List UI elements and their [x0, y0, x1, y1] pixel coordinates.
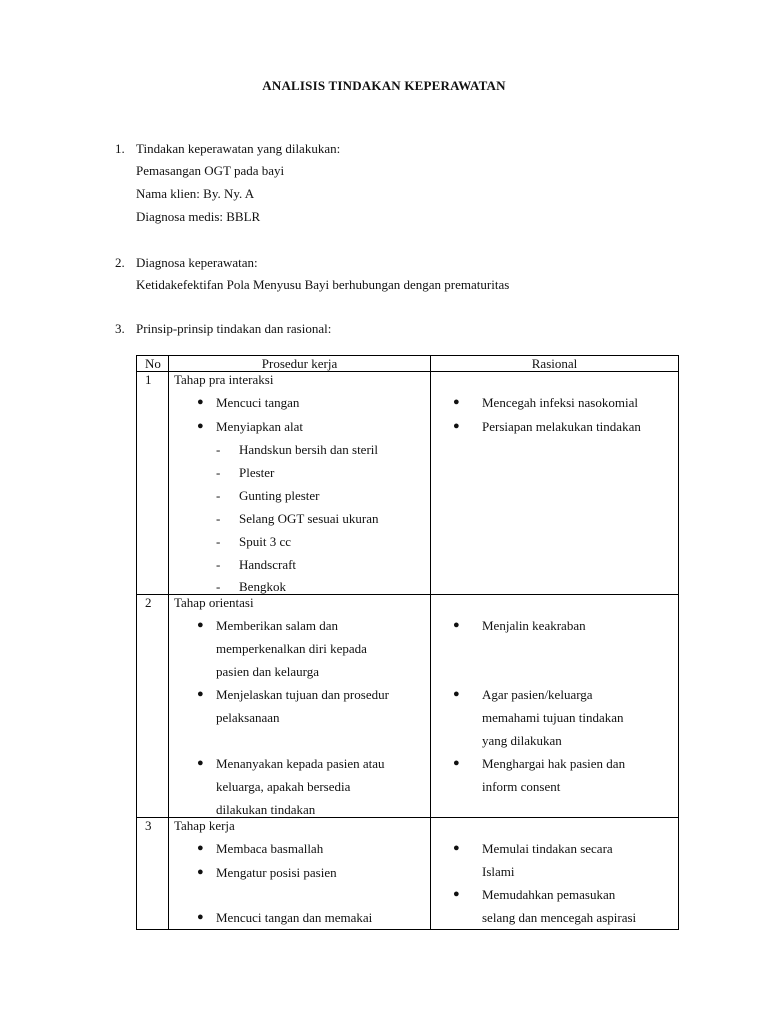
- bullet-icon: ●: [197, 842, 204, 854]
- bullet-icon: ●: [197, 619, 204, 631]
- row-number: 3: [137, 818, 169, 930]
- equipment-item: Gunting plester: [239, 488, 320, 503]
- bullet-icon: ●: [453, 888, 460, 900]
- table-row: [137, 595, 679, 818]
- table-header-row: [137, 356, 679, 372]
- procedure-step: Mengatur posisi pasien: [216, 865, 337, 880]
- table-row: [137, 818, 679, 930]
- dash-icon: -: [216, 534, 221, 549]
- bullet-icon: ●: [197, 688, 204, 700]
- bullet-icon: ●: [197, 866, 204, 878]
- row-number: 1: [137, 372, 169, 595]
- procedure-step-text: dilakukan tindakan: [216, 802, 316, 817]
- rationale-item: selang dan mencegah aspirasi: [482, 910, 637, 925]
- dash-icon: -: [216, 579, 221, 594]
- section-number: 1.: [115, 141, 125, 156]
- rationale-item: yang dilakukan: [482, 733, 562, 748]
- rationale-item: Persiapan melakukan tindakan: [482, 419, 641, 434]
- procedure-cell: [169, 818, 431, 930]
- column-header-no: No: [137, 356, 169, 372]
- equipment-item: Bengkok: [239, 579, 286, 594]
- rationale-cell: [431, 595, 679, 818]
- equipment-item: Spuit 3 cc: [239, 534, 291, 549]
- phase-title: Tahap pra interaksi: [174, 372, 274, 387]
- equipment-item: Plester: [239, 465, 275, 480]
- section-heading: Tindakan keperawatan yang dilakukan:: [136, 141, 341, 156]
- rationale-item: Menghargai hak pasien dan: [482, 756, 626, 771]
- bullet-icon: ●: [453, 757, 460, 769]
- dash-icon: -: [216, 557, 221, 572]
- phase-title: Tahap kerja: [174, 818, 235, 833]
- dash-icon: -: [216, 488, 221, 503]
- column-header-rationale: Rasional: [431, 356, 679, 372]
- medical-diagnosis: Diagnosa medis: BBLR: [136, 209, 261, 224]
- equipment-item: Handskun bersih dan steril: [239, 442, 379, 457]
- bullet-icon: ●: [453, 396, 460, 408]
- bullet-icon: ●: [453, 619, 460, 631]
- section-heading: Diagnosa keperawatan:: [136, 255, 258, 270]
- rationale-item: Islami: [482, 864, 515, 879]
- bullet-icon: ●: [197, 911, 204, 923]
- procedure-table: [136, 355, 679, 930]
- procedure-step: Membaca basmallah: [216, 841, 324, 856]
- dash-icon: -: [216, 442, 221, 457]
- rationale-item: inform consent: [482, 779, 561, 794]
- procedure-step: Menyiapkan alat: [216, 419, 303, 434]
- equipment-item: Selang OGT sesuai ukuran: [239, 511, 379, 526]
- procedure-step: [216, 618, 418, 634]
- procedure-step-text: Menjelaskan tujuan dan prosedur: [216, 687, 389, 702]
- rationale-item: Mencegah infeksi nasokomial: [482, 395, 638, 410]
- bullet-icon: ●: [453, 688, 460, 700]
- client-name: Nama klien: By. Ny. A: [136, 186, 255, 201]
- section-heading: Prinsip-prinsip tindakan dan rasional:: [136, 321, 332, 336]
- procedure-step-text: memperkenalkan diri kepada: [216, 641, 367, 656]
- table-row: [137, 372, 679, 595]
- rationale-cell: [431, 818, 679, 930]
- procedure-cell: [169, 595, 431, 818]
- equipment-item: Handscraft: [239, 557, 297, 572]
- rationale-item: Agar pasien/keluarga: [482, 687, 593, 702]
- rationale-item: Memudahkan pemasukan: [482, 887, 616, 902]
- bullet-icon: ●: [453, 420, 460, 432]
- procedure-step-text: Menanyakan kepada pasien atau: [216, 756, 385, 771]
- procedure-step: Mencuci tangan dan memakai: [216, 910, 373, 925]
- procedure-step-text: pelaksanaan: [216, 710, 280, 725]
- section-number: 2.: [115, 255, 125, 270]
- procedure-step-text: pasien dan kelaurga: [216, 664, 319, 679]
- rationale-item: memahami tujuan tindakan: [482, 710, 624, 725]
- row-number: 2: [137, 595, 169, 818]
- page-title: ANALISIS TINDAKAN KEPERAWATAN: [262, 78, 506, 93]
- phase-title: Tahap orientasi: [174, 595, 254, 610]
- section-number: 3.: [115, 321, 125, 336]
- bullet-icon: ●: [197, 396, 204, 408]
- bullet-icon: ●: [197, 757, 204, 769]
- dash-icon: -: [216, 511, 221, 526]
- column-header-procedure: Prosedur kerja: [169, 356, 431, 372]
- procedure-cell: [169, 372, 431, 595]
- dash-icon: -: [216, 465, 221, 480]
- rationale-item: Menjalin keakraban: [482, 618, 586, 633]
- bullet-icon: ●: [197, 420, 204, 432]
- bullet-icon: ●: [453, 842, 460, 854]
- nursing-diagnosis: Ketidakefektifan Pola Menyusu Bayi berhubungan dengan prematuritas: [136, 277, 510, 292]
- procedure-step: Mencuci tangan: [216, 395, 300, 410]
- procedure-step-text: keluarga, apakah bersedia: [216, 779, 351, 794]
- procedure-name: Pemasangan OGT pada bayi: [136, 163, 285, 178]
- rationale-cell: [431, 372, 679, 595]
- rationale-item: Memulai tindakan secara: [482, 841, 613, 856]
- procedure-step-text: Memberikan salam dan: [216, 618, 339, 633]
